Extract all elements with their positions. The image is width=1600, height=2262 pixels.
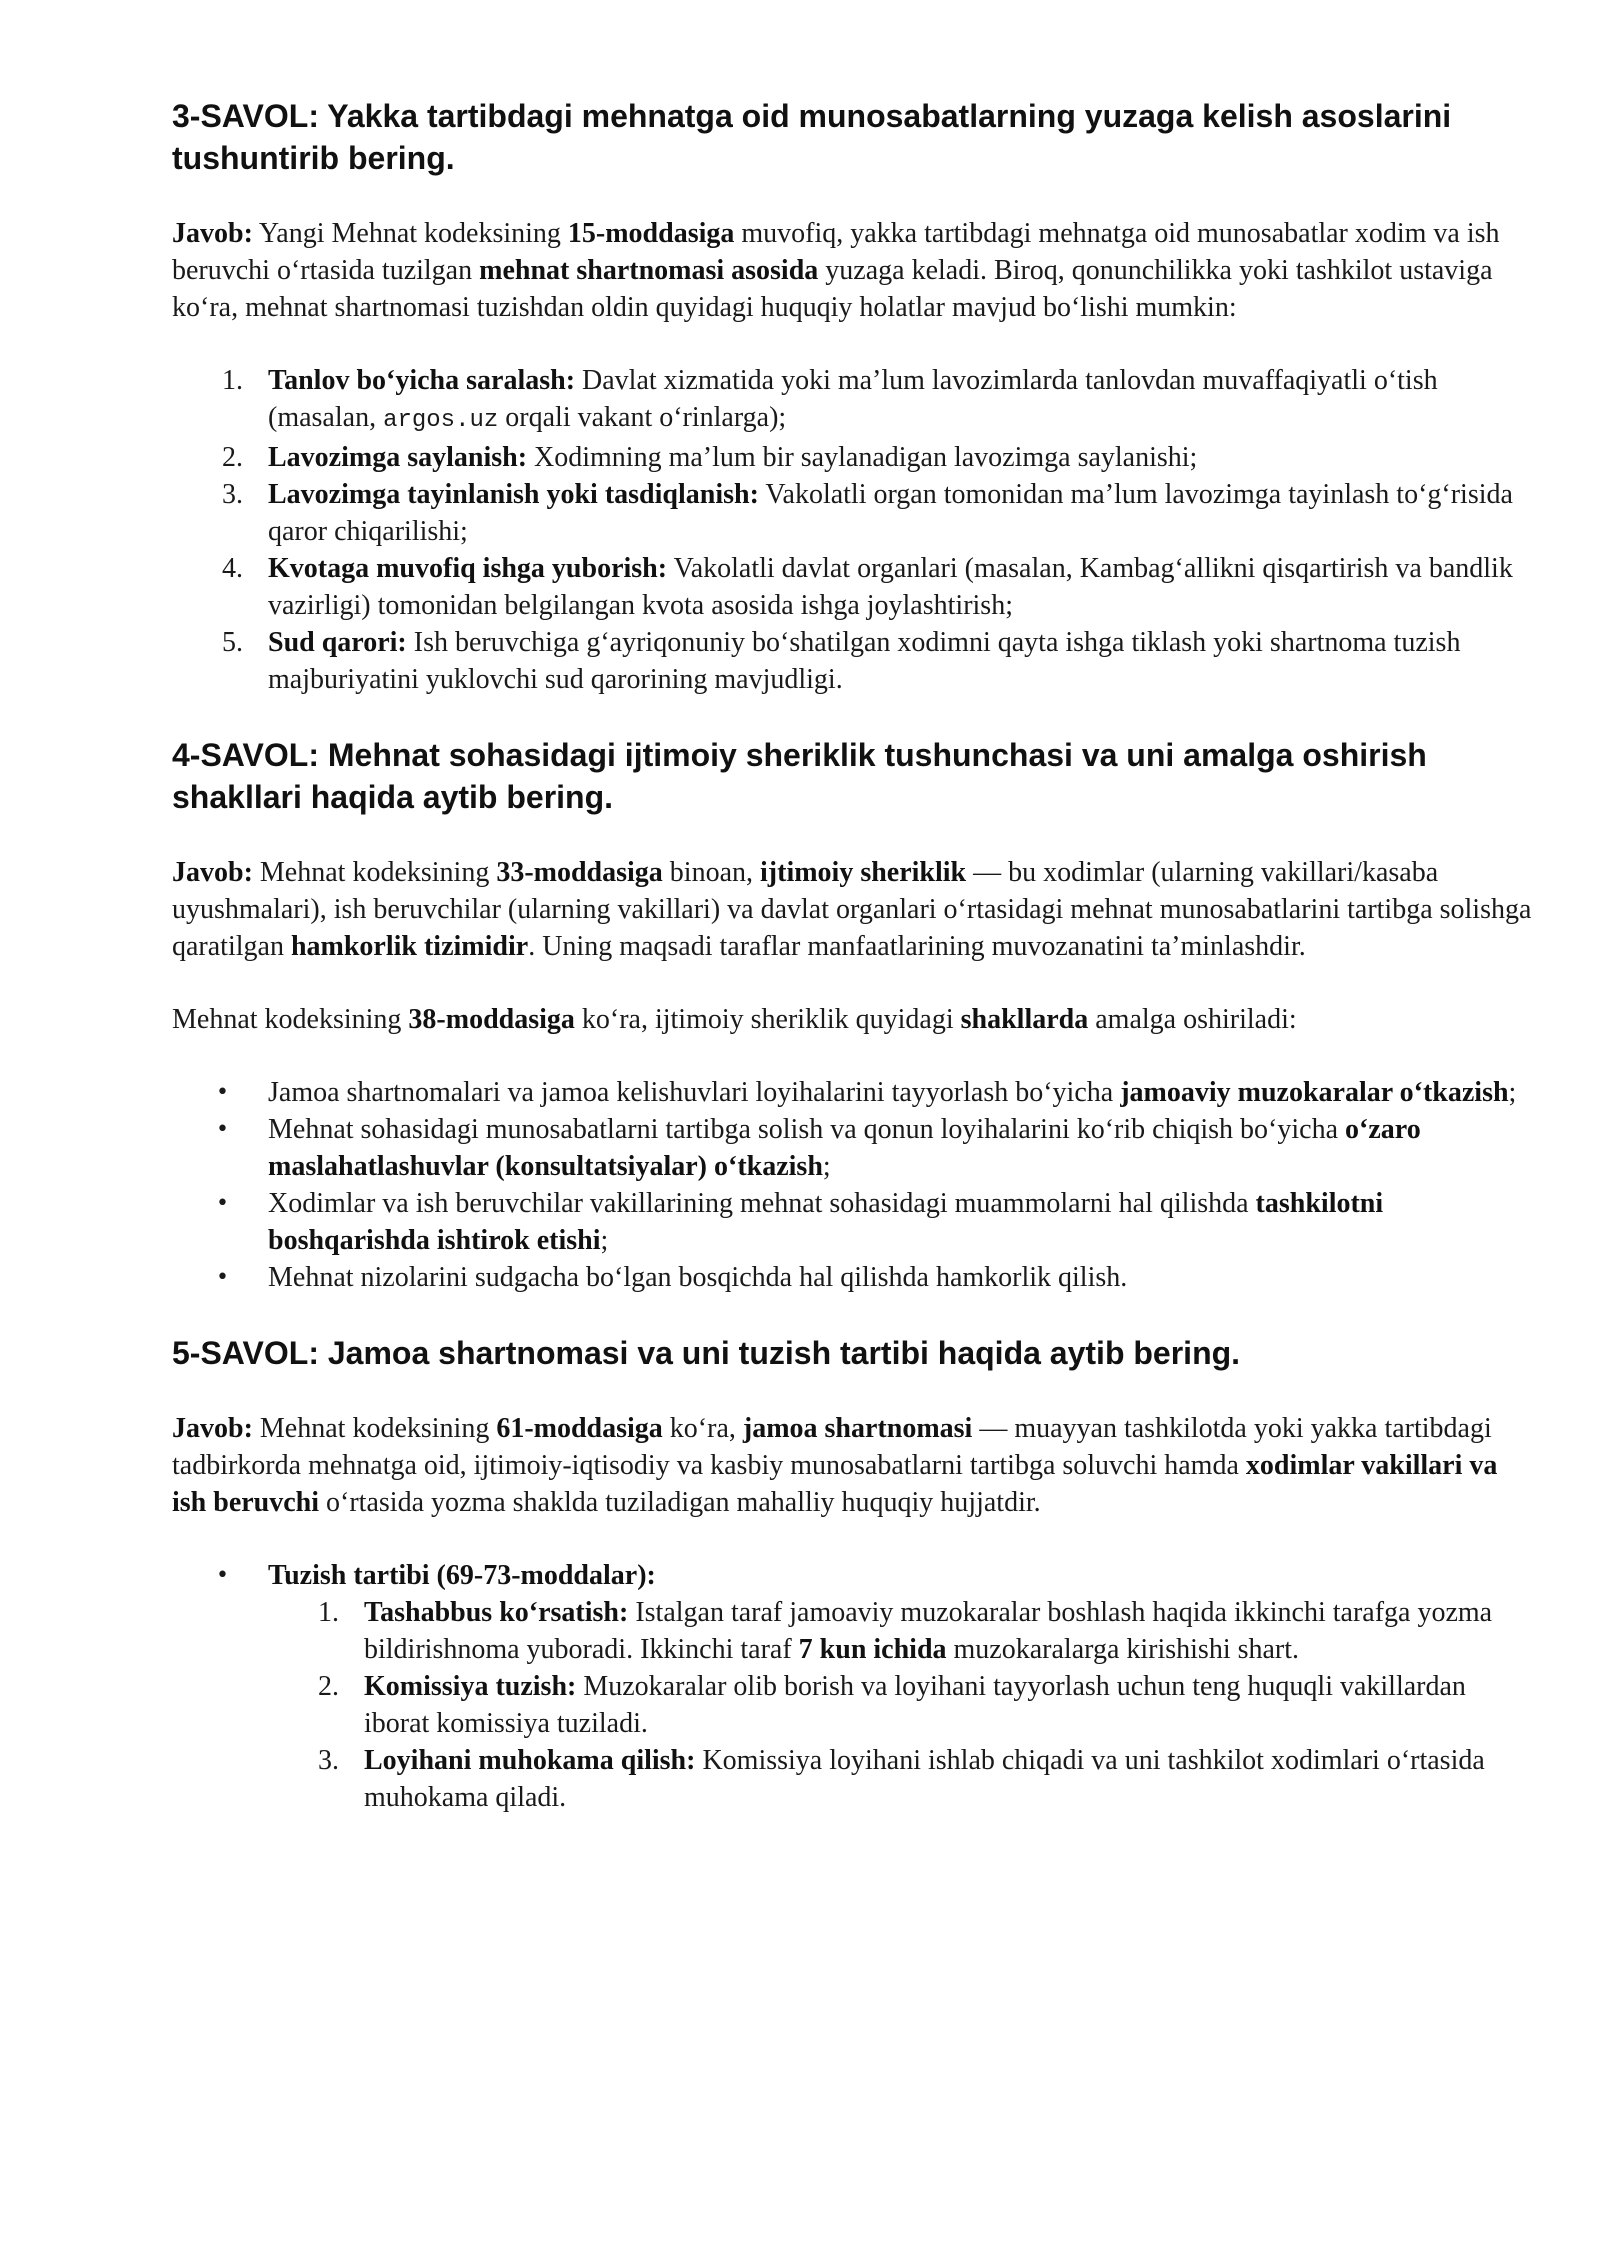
question-4-bullets [172,1074,1532,1296]
list-item: • Jamoa shartnomalari va jamoa kelishuvlari loyihalarini tayyorlash bo‘yicha jamoaviy muzokaralar o‘tkazish; [268,1074,1532,1111]
list-item: • Xodimlar va ish beruvchilar vakillarining mehnat sohasidagi muammolarni hal qilishda tashkilotni boshqarishda ishtirok etishi; [268,1185,1532,1259]
bullet-icon: • [216,1080,229,1105]
answer-label: Javob: [172,218,253,249]
document-page [172,95,1532,1816]
question-4-forms-intro: Mehnat kodeksining 38-moddasiga ko‘ra, ijtimoiy sheriklik quyidagi shakllarda amalga oshiriladi: [172,1004,1297,1035]
list-item: 1. Tanlov bo‘yicha saralash: Davlat xizmatida yoki ma’lum lavozimlarda tanlovdan muvaffaqiyatli o‘tish (masalan, argos.uz orqali vakant o‘rinlarga); [222,365,1438,434]
question-4-answer: Javob: Mehnat kodeksining 33-moddasiga binoan, ijtimoiy sheriklik — bu xodimlar (ularning vakillari/kasaba uyushmalari), ish beruvchilar (ularning vakillari) va davlat organlari o‘rtasidagi mehnat munosabatlarini tartibga solishga qaratilgan hamkorlik tizimidir. Uning maqsadi taraflar manfaatlarining muvozanatini ta’minlashdir. [172,857,1532,962]
list-item: 2. Komissiya tuzish: Muzokaralar olib borish va loyihani tayyorlash uchun teng huquqli vakillardan iborat komissiya tuziladi. [318,1671,1466,1739]
list-item: 1. Tashabbus ko‘rsatish: Istalgan taraf jamoaviy muzokaralar boshlash haqida ikkinchi tarafga yozma bildirishnoma yuboradi. Ikkinchi taraf 7 kun ichida muzokaralarga kirishishi shart. [318,1597,1493,1665]
question-5-answer: Javob: Mehnat kodeksining 61-moddasiga ko‘ra, jamoa shartnomasi — muayyan tashkilotda yoki yakka tartibdagi tadbirkorda mehnatga oid, ijtimoiy-iqtisodiy va kasbiy munosabatlarni tartibga soluvchi hamda xodimlar vakillari va ish beruvchi o‘rtasida yozma shaklda tuziladigan mahalliy huquqiy hujjatdir. [172,1413,1498,1518]
list-item: 3. Loyihani muhokama qilish: Komissiya loyihani ishlab chiqadi va uni tashkilot xodimlari o‘rtasida muhokama qiladi. [318,1745,1485,1813]
list-item: • Tuzish tartibi (69-73-moddalar): 1. Tashabbus ko‘rsatish: Istalgan taraf jamoaviy muzokaralar boshlash haqida ikkinchi tarafga yozma bildirishnoma yuboradi. Ikkinchi taraf 7 kun ichida muzokaralarga kirishishi shart. 2. Komissiya tuzish: Muzokaralar olib borish va loyihani tayyorlash uchun teng huquqli vakillardan iborat komissiya tuziladi. 3. Loyihani muhokama qilish: Komissiya loyihani ishlab chiqadi va uni tashkilot xodimlari o‘rtasida muhokama qiladi. [268,1557,1532,1816]
list-item: 4. Kvotaga muvofiq ishga yuborish: Vakolatli davlat organlari (masalan, Kambag‘allikni qisqartirish va bandlik vazirligi) tomonidan belgilangan kvota asosida ishga joylashtirish; [222,553,1513,621]
bullet-icon: • [216,1265,229,1290]
list-item: • Mehnat nizolarini sudgacha bo‘lgan bosqichda hal qilishda hamkorlik qilish. [268,1259,1532,1296]
list-item: 5. Sud qarori: Ish beruvchiga g‘ayriqonuniy bo‘shatilgan xodimni qayta ishga tiklash yoki shartnoma tuzish majburiyatini yuklovchi sud qarorining mavjudligi. [222,627,1461,695]
list-item: 3. Lavozimga tayinlanish yoki tasdiqlanish: Vakolatli organ tomonidan ma’lum lavozimga tayinlash to‘g‘risida qaror chiqarilishi; [222,479,1513,547]
question-4-heading: 4-SAVOL: Mehnat sohasidagi ijtimoiy sheriklik tushunchasi va uni amalga oshirish shakllari haqida aytib bering. [172,737,1427,815]
list-item: 2. Lavozimga saylanish: Xodimning ma’lum bir saylanadigan lavozimga saylanishi; [222,442,1198,473]
answer-label: Javob: [172,857,253,888]
question-3-list [172,362,1532,698]
answer-label: Javob: [172,1413,253,1444]
procedure-steps [268,1594,1532,1816]
website-reference: argos.uz [383,407,499,434]
question-3-answer: Javob: Yangi Mehnat kodeksining 15-moddasiga muvofiq, yakka tartibdagi mehnatga oid munosabatlar xodim va ish beruvchi o‘rtasida tuzilgan mehnat shartnomasi asosida yuzaga keladi. Biroq, qonunchilikka yoki tashkilot ustaviga ko‘ra, mehnat shartnomasi tuzishdan oldin quyidagi huquqiy holatlar mavjud bo‘lishi mumkin: [172,218,1500,323]
bullet-icon: • [216,1563,229,1588]
bullet-icon: • [216,1191,229,1216]
question-3-heading: 3-SAVOL: Yakka tartibdagi mehnatga oid munosabatlarning yuzaga kelish asoslarini tushuntirib bering. [172,98,1452,176]
question-5-bullets [172,1557,1532,1816]
list-item: • Mehnat sohasidagi munosabatlarni tartibga solish va qonun loyihalarini ko‘rib chiqish bo‘yicha o‘zaro maslahatlashuvlar (konsultatsiyalar) o‘tkazish; [268,1111,1532,1185]
question-5-heading: 5-SAVOL: Jamoa shartnomasi va uni tuzish tartibi haqida aytib bering. [172,1335,1241,1371]
bullet-icon: • [216,1117,229,1142]
